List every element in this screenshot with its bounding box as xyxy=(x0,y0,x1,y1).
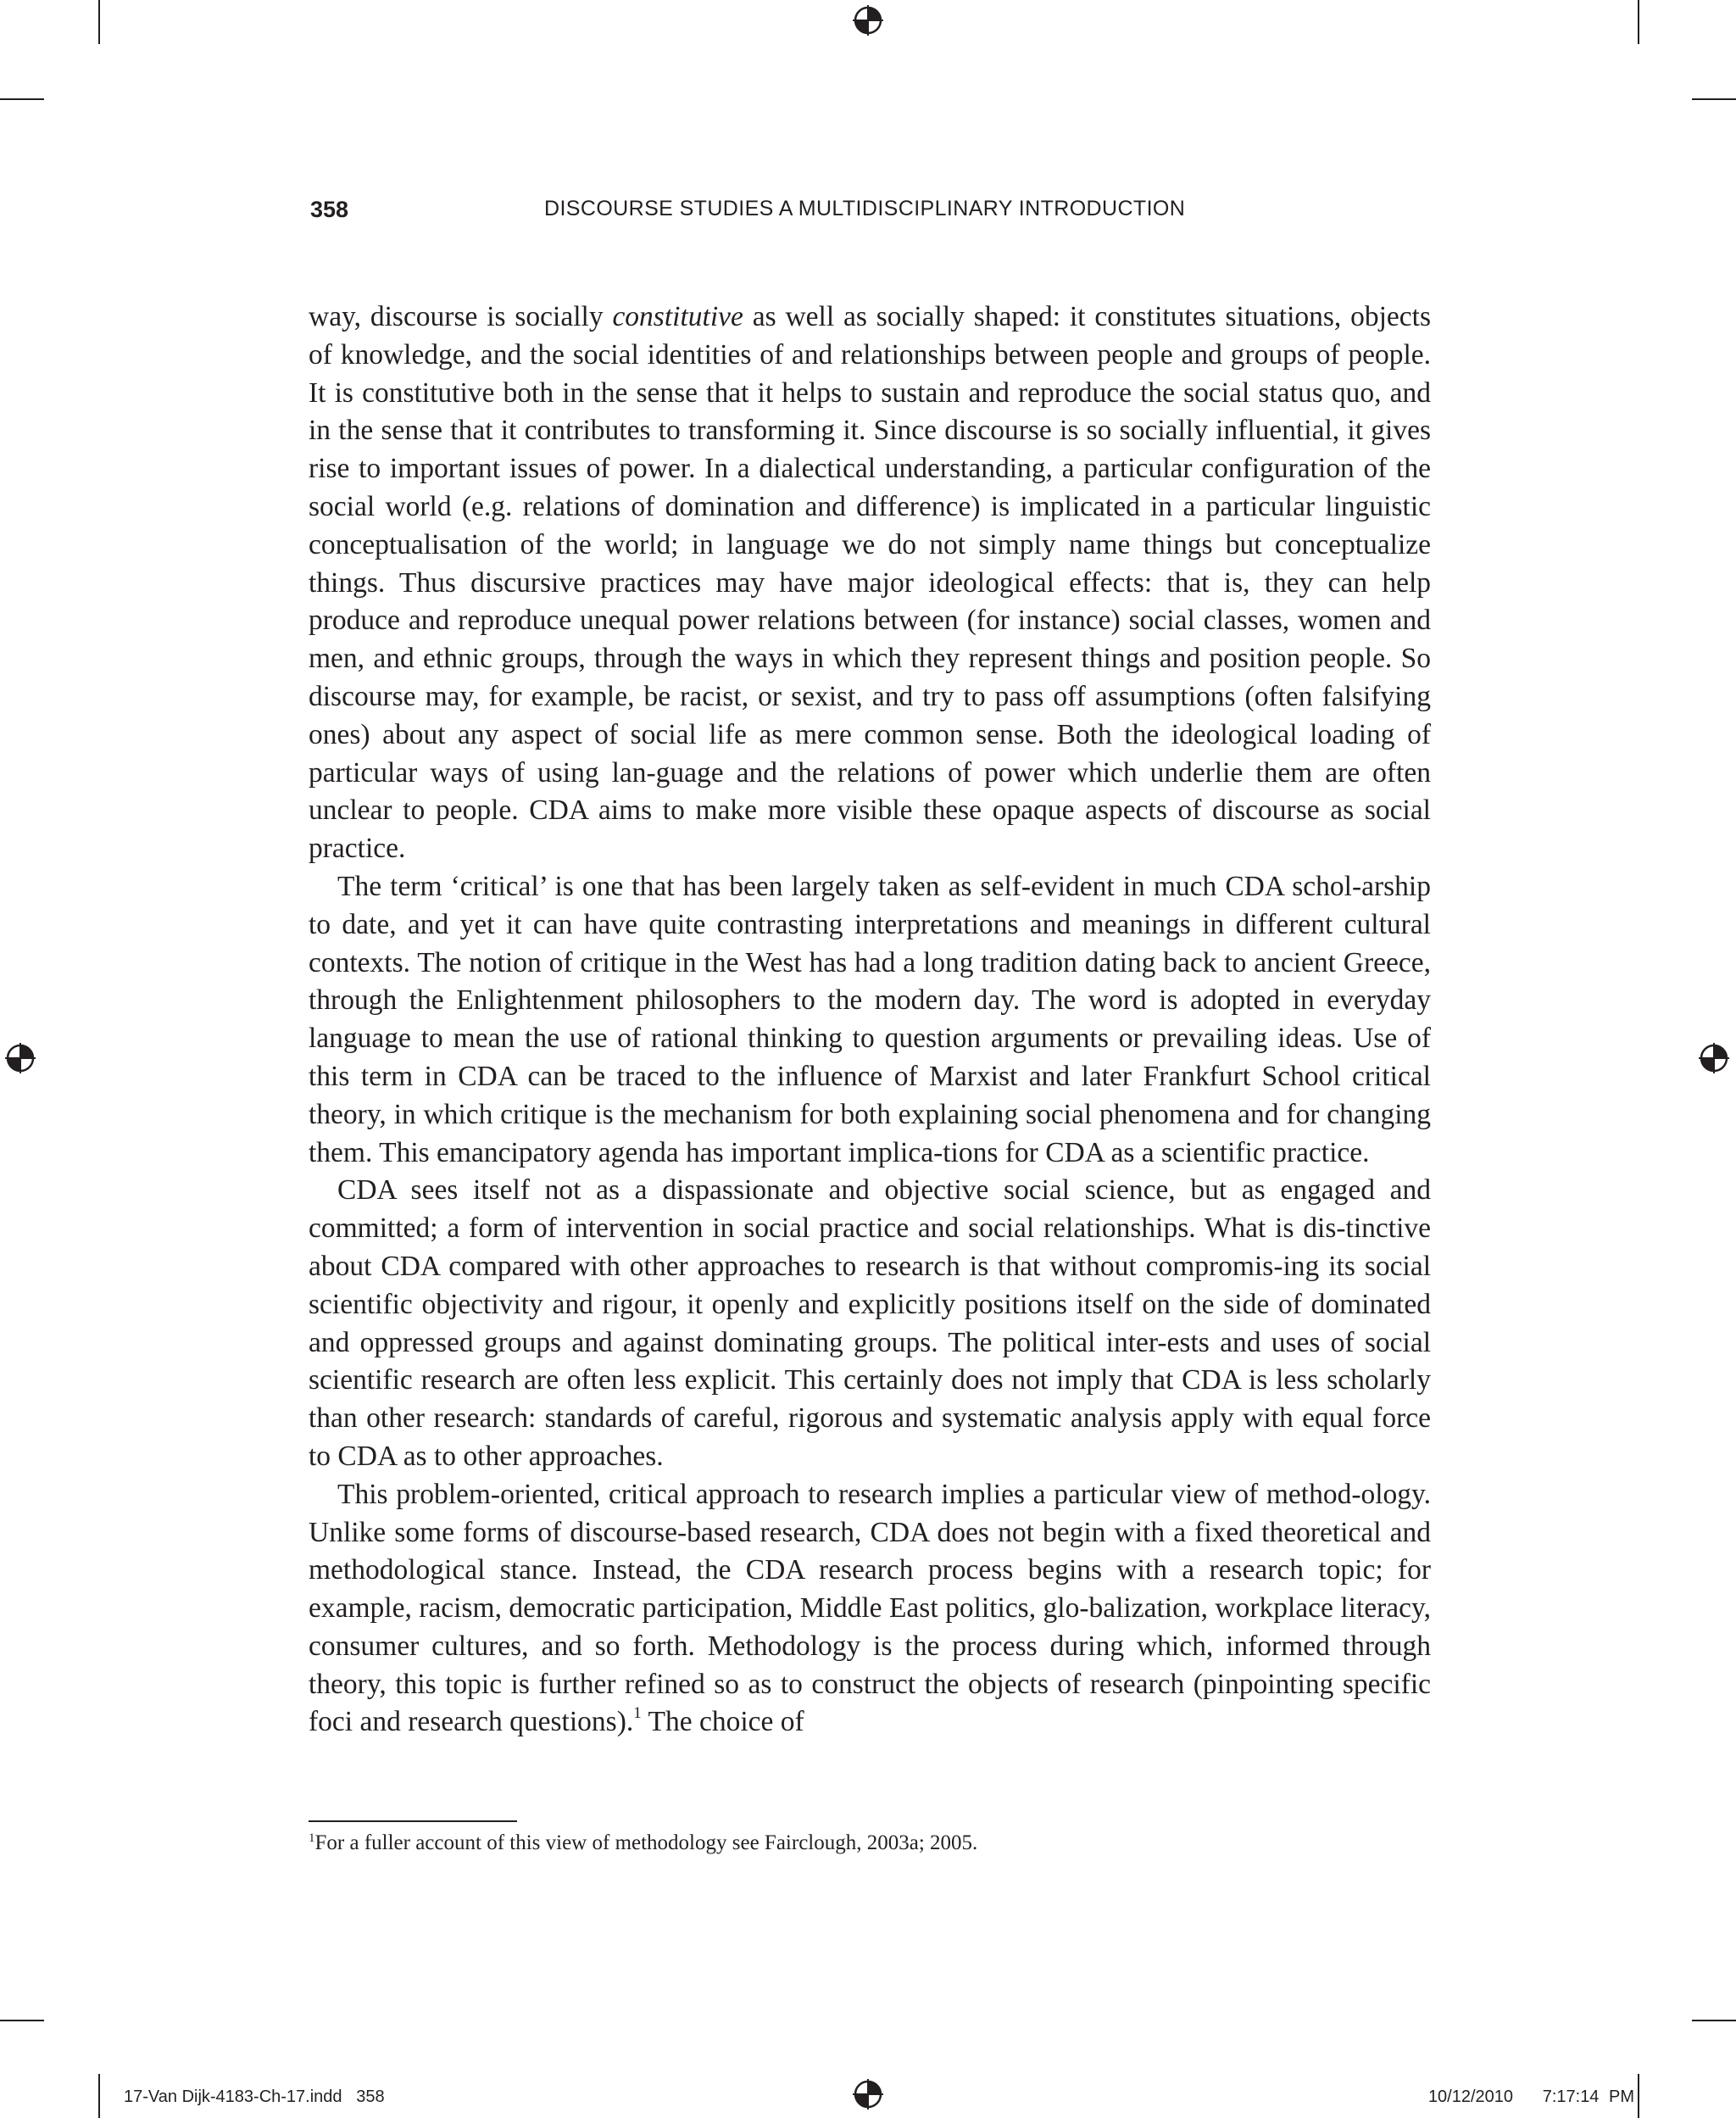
text-run: as well as socially shaped: it constitutes situations, objects of knowledge, and the social identities of and relationships between people and groups of people. It is constitutive both in the sense that it helps to sustain and reproduce the social status quo, and in the sense that it contributes to transforming it. Since discourse is so socially influential, it gives rise to important issues of power. In a dialectical understanding, a particular configuration of the social world (e.g. relations of domination and difference) is implicated in a particular linguistic conceptualisation of the world; in language we do not simply name things but conceptualize things. Thus discursive practices may have major ideological effects: that is, they can help produce and reproduce unequal power relations between (for instance) social classes, women and men, and ethnic groups, through the ways in which they represent things and position people. So discourse may, for example, be racist, or sexist, and try to pass off assumptions (often falsifying ones) about any aspect of social life as mere common sense. Both the ideological loading of particular ways of using lan-guage and the relations of power which underlie them are often unclear to people. CDA aims to make more visible these opaque aspects of discourse as social practice. xyxy=(309,301,1432,865)
registration-mark-icon xyxy=(1699,1043,1729,1073)
body-text xyxy=(309,298,1431,1742)
slug-timestamp: 10/12/2010 7:17:14 PM xyxy=(1427,2087,1634,2106)
text-run: The choice of xyxy=(641,1706,804,1738)
paragraph xyxy=(309,1476,1431,1742)
text-run: way, discourse is socially xyxy=(309,301,613,332)
italic-term: constitutive xyxy=(612,301,743,332)
crop-mark xyxy=(1638,0,1639,44)
crop-mark xyxy=(0,98,44,100)
slug-filename: 17-Van Dijk-4183-Ch-17.indd 358 xyxy=(124,2087,385,2106)
text-run: This problem-oriented, critical approach to research implies a particular view of method-ology. Unlike some forms of discourse-based research, CDA does not begin with a fixed theoretical and methodological stance. Instead, the CDA research process begins with a research topic; for example, racism, democratic participation, Middle East politics, glo-balization, workplace literacy, consumer cultures, and so forth. Methodology is the process during which, informed through theory, this topic is further refined so as to construct the objects of research (pinpointing specific foci and research questions). xyxy=(309,1478,1431,1738)
crop-mark xyxy=(1692,98,1736,100)
registration-mark-icon xyxy=(853,2079,883,2110)
paragraph: The term ‘critical’ is one that has been largely taken as self-evident in much CDA schol-arship to date, and yet it can have quite contrasting interpretations and meanings in different cultural contexts. The notion of critique in the West has had a long tradition dating back to ancient Greece, through the Enlightenment philosophers to the modern day. The word is adopted in everyday language to mean the use of rational thinking to question arguments or prevailing ideas. Use of this term in CDA can be traced to the influence of Marxist and later Frankfurt School critical theory, in which critique is the mechanism for both explaining social phenomena and for changing them. This emancipatory agenda has important implica-tions for CDA as a scientific practice. xyxy=(309,870,1431,1168)
footnote-text: For a fuller account of this view of methodology see Fairclough, 2003a; 2005. xyxy=(314,1831,978,1854)
running-head xyxy=(310,193,1431,227)
crop-mark xyxy=(0,2020,44,2021)
crop-mark xyxy=(98,0,100,44)
paragraph: CDA sees itself not as a dispassionate and objective social science, but as engaged and committed; a form of intervention in social practice and social relationships. What is dis-tinctive about CDA compared with other approaches to research is that without compromis-ing its social scientific objectivity and rigour, it openly and explicitly positions itself on the side of dominated and oppressed groups and against dominating groups. The political inter-ests and uses of social scientific research are often less explicit. This certainly does not imply that CDA is less scholarly than other research: standards of careful, rigorous and systematic analysis apply with equal force to CDA as to other approaches. xyxy=(309,1174,1431,1472)
crop-mark xyxy=(98,2074,100,2118)
crop-mark xyxy=(1692,2020,1736,2021)
crop-mark xyxy=(1638,2074,1639,2118)
paragraph xyxy=(309,298,1431,868)
registration-mark-icon xyxy=(853,5,883,36)
running-title: DISCOURSE STUDIES A MULTIDISCIPLINARY INTRODUCTION xyxy=(544,197,1186,220)
footnote-reference[interactable]: 1 xyxy=(633,1704,642,1723)
page-number: 358 xyxy=(310,197,349,222)
registration-mark-icon xyxy=(5,1043,36,1073)
footnote xyxy=(309,1830,977,1857)
footnote-marker: 1 xyxy=(309,1831,315,1845)
footnote-rule xyxy=(309,1820,517,1822)
